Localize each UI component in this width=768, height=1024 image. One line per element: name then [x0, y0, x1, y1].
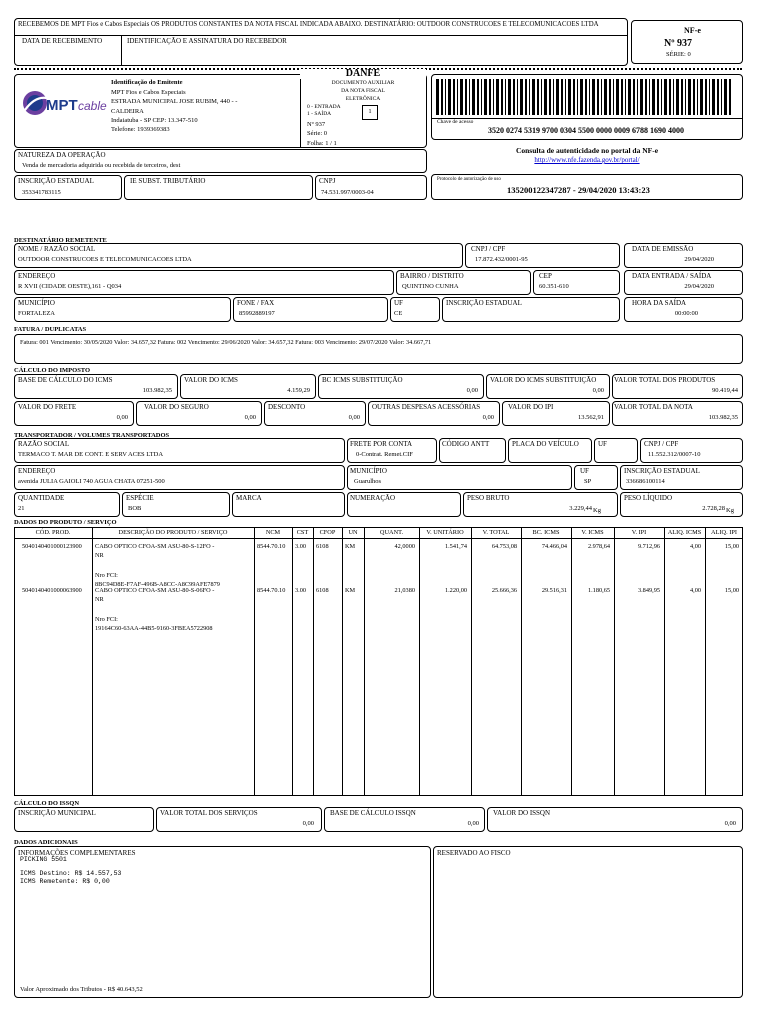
time-label: HORA DA SAÍDA	[632, 299, 687, 307]
issqn-value-label: VALOR DO ISSQN	[493, 809, 551, 817]
emission-value: 29/04/2020	[684, 256, 714, 263]
carrier-name: TERMACO T. MAR DE CONT. E SERV ACES LTDA	[18, 451, 164, 458]
additional-line3: ICMS Remetente: R$ 0,00	[20, 878, 110, 885]
access-key-label: Chave de acesso	[437, 119, 474, 125]
reserved-box	[433, 846, 743, 998]
brand-label: MARCA	[236, 494, 262, 502]
product-description: Nro FCI:	[95, 572, 118, 579]
product-cell-ncm: 8544.70.10	[257, 587, 286, 594]
tax-products-value: 90.419,44	[712, 387, 738, 394]
product-header-ncm: NCM	[265, 529, 281, 536]
carrier-ie: 336686100114	[626, 478, 665, 485]
product-description: 8BC94D8E-F7AF-496B-A8CC-A8C99AFE7879	[95, 581, 220, 588]
product-header-aliq_icms: ALIQ. ICMS	[667, 529, 702, 536]
tax-discount-label: DESCONTO	[268, 403, 306, 411]
emitter-cnpj-value: 74.531.997/0003-04	[321, 189, 374, 196]
danfe-series: Série: 0	[307, 130, 328, 137]
barcode	[436, 79, 736, 115]
gross-weight-unit: Kg	[593, 507, 601, 514]
tax-total-value: 103.982,35	[708, 414, 738, 421]
issqn-base-value: 0,00	[467, 820, 479, 827]
recipient-cnpj-label: CNPJ / CPF	[471, 245, 506, 253]
transport-section: TRANSPORTADOR / VOLUMES TRANSPORTADOS	[14, 432, 170, 439]
product-cell-icms: 1.180,65	[587, 587, 610, 594]
carrier-cnpj: 11.552.312/0007-10	[648, 451, 701, 458]
cep-label: CEP	[539, 272, 552, 280]
carrier-cnpj-label: CNPJ / CPF	[644, 440, 679, 448]
issqn-im-label: INSCRIÇÃO MUNICIPAL	[18, 809, 96, 817]
carrier-address: avenida JULIA GAIOLI 740 AGUA CHATA 07251-500	[18, 478, 165, 485]
tax-discount-value: 0,00	[348, 414, 360, 421]
nature-value: Venda de mercadoria adquirida ou recebida de terceiros, dest	[22, 162, 181, 169]
net-weight-unit: Kg	[726, 507, 734, 514]
net-weight-value: 2.728,28	[702, 505, 725, 512]
tax-section: CÁLCULO DO IMPOSTO	[14, 367, 91, 374]
tax-other-value: 0,00	[482, 414, 494, 421]
emitter-ie-value: 353341783115	[22, 189, 61, 196]
danfe-sub3: ELETRÔNICA	[345, 96, 381, 102]
product-description: NR	[95, 552, 104, 559]
product-cell-aliq_icms: 4,00	[689, 543, 701, 550]
additional-line1: PICKING 5501	[20, 856, 67, 863]
product-cell-unit: 1.541,74	[444, 543, 467, 550]
carrier-uf2-label: UF	[580, 467, 589, 475]
plate-label: PLACA DO VEÍCULO	[512, 440, 579, 448]
receipt-sign-label: IDENTIFICAÇÃO E ASSINATURA DO RECEBEDOR	[127, 37, 287, 45]
carrier-address-label: ENDEREÇO	[18, 467, 56, 475]
emitter-ie-label: INSCRIÇÃO ESTADUAL	[18, 177, 94, 185]
entry-label: DATA ENTRADA / SAÍDA	[632, 272, 712, 280]
product-description: NR	[95, 596, 104, 603]
time-value: 00:00:00	[674, 310, 698, 317]
tax-ipi-value: 13.562,91	[578, 414, 604, 421]
carrier-city: Guarulhos	[354, 478, 382, 485]
product-header-code: CÓD. PROD.	[35, 529, 71, 536]
tax-bc-st-value: 0,00	[466, 387, 478, 394]
issqn-services-value: 0,00	[302, 820, 314, 827]
product-description: Nro FCI:	[95, 616, 118, 623]
emission-label: DATA DE EMISSÃO	[632, 245, 694, 253]
product-cell-cfop: 6108	[316, 543, 329, 550]
issqn-base-label: BASE DE CÁLCULO ISSQN	[330, 809, 416, 817]
consult-link[interactable]: http://www.nfe.fazenda.gov.br/portal/	[534, 156, 640, 164]
species-label: ESPÉCIE	[126, 494, 154, 502]
company-logo	[22, 88, 108, 118]
product-cell-un: KM	[345, 587, 356, 594]
carrier-name-label: RAZÃO SOCIAL	[18, 440, 70, 448]
product-cell-aliq_icms: 4,00	[689, 587, 701, 594]
tax-insurance-label: VALOR DO SEGURO	[144, 403, 209, 411]
product-header-desc: DESCRIÇÃO DO PRODUTO / SERVIÇO	[118, 529, 228, 536]
product-description: CABO OPTICO CFOA-SM ASU-80-S-12FO -	[95, 543, 215, 550]
carrier-uf-label: UF	[598, 440, 607, 448]
recipient-address-label: ENDEREÇO	[18, 272, 56, 280]
product-cell-qty: 42,0000	[394, 543, 415, 550]
additional-info-label: INFORMAÇÕES COMPLEMENTARES	[18, 849, 136, 857]
product-header-bc: BC. ICMS	[532, 529, 560, 536]
product-header-cfop: CFOP	[319, 529, 336, 536]
city-value: FORTALEZA	[18, 310, 56, 317]
district-label: BAIRRO / DISTRITO	[400, 272, 464, 280]
issqn-value-value: 0,00	[724, 820, 736, 827]
species-value: BOB	[128, 505, 142, 512]
product-header-cst: CST	[296, 529, 309, 536]
additional-info-box	[14, 846, 431, 998]
tax-products-label: VALOR TOTAL DOS PRODUTOS	[614, 376, 716, 384]
qty-label: QUANTIDADE	[18, 494, 65, 502]
danfe-number: Nº 937	[307, 121, 326, 128]
freight-label: FRETE POR CONTA	[350, 440, 413, 448]
product-cell-cst: 3.00	[295, 543, 307, 550]
tax-icms-st-value: 0,00	[592, 387, 604, 394]
tax-freight-label: VALOR DO FRETE	[18, 403, 77, 411]
additional-line2: ICMS Destino: R$ 14.557,53	[20, 870, 122, 877]
qty-value: 21	[18, 505, 25, 512]
gross-weight-label: PESO BRUTO	[467, 494, 510, 502]
product-header-total: V. TOTAL	[482, 529, 510, 536]
nfe-label: NF-e	[684, 26, 701, 35]
product-cell-total: 25.666,36	[491, 587, 517, 594]
invoice-section: FATURA / DUPLICATAS	[14, 326, 87, 333]
net-weight-label: PESO LÍQUIDO	[624, 494, 673, 502]
danfe-out-label: 1 - SAÍDA	[307, 111, 332, 117]
issqn-services-label: VALOR TOTAL DOS SERVIÇOS	[160, 809, 258, 817]
emitter-city: Indaiatuba - SP CEP: 13.347-510	[111, 117, 198, 124]
issqn-section: CÁLCULO DO ISSQN	[14, 800, 80, 807]
carrier-ie-label: INSCRIÇÃO ESTADUAL	[624, 467, 700, 475]
product-cell-bc: 29.516,31	[541, 587, 567, 594]
product-cell-code: 5040140401000123900	[22, 543, 82, 550]
products-table	[14, 527, 743, 796]
phone-value: 85992889197	[239, 310, 275, 317]
recipient-cnpj: 17.872.432/0001-95	[475, 256, 528, 263]
emitter-address2: CALDEIRA	[111, 108, 144, 115]
emitter-cnpj-label: CNPJ	[319, 177, 336, 185]
invoice-text: Fatura: 001 Vencimento: 30/05/2020 Valor: 34.657,32 Fatura: 002 Vencimento: 29/06/2020 Valor: 34.657,32 Fatura: 003 Vencimento: 29/07/2020 Valor: 34.667,71	[20, 339, 432, 346]
nature-label: NATUREZA DA OPERAÇÃO	[18, 151, 106, 159]
svg-text:MPT: MPT	[46, 97, 78, 114]
product-description: CABO OPTICO CFOA-SM ASU-80-S-06FO -	[95, 587, 215, 594]
freight-value: 0-Contrat. Remet.CIF	[356, 451, 413, 458]
nfe-series: SÉRIE: 0	[666, 51, 691, 58]
danfe-sub2: DA NOTA FISCAL	[341, 88, 385, 94]
emitter-address1: ESTRADA MUNICIPAL JOSE RUBIM, 440 - -	[111, 98, 238, 105]
tax-icms-value: 4.159,29	[287, 387, 310, 394]
protocol-value: 135200122347287 - 29/04/2020 13:43:23	[507, 185, 650, 195]
access-key-value: 3520 0274 5319 9700 0304 5500 0000 0009 6788 1690 4000	[488, 126, 684, 135]
district-value: QUINTINO CUNHA	[402, 283, 459, 290]
product-header-ipi: V. IPI	[631, 529, 647, 536]
product-header-qty: QUANT.	[379, 529, 404, 536]
tax-freight-value: 0,00	[116, 414, 128, 421]
city-label: MUNICÍPIO	[18, 299, 55, 307]
carrier-uf2: SP	[584, 478, 592, 485]
consult-text: Consulta de autenticidade no portal da NF-e	[515, 146, 659, 155]
tax-other-label: OUTRAS DESPESAS ACESSÓRIAS	[372, 403, 481, 411]
tax-total-label: VALOR TOTAL DA NOTA	[614, 403, 693, 411]
tax-insurance-value: 0,00	[244, 414, 256, 421]
emitter-heading: Identificação do Emitente	[111, 79, 183, 86]
antt-label: CÓDIGO ANTT	[442, 440, 490, 448]
product-cell-aliq_ipi: 15,00	[724, 543, 739, 550]
tax-bc-icms-value: 103.982,35	[142, 387, 172, 394]
protocol-label: Protocolo de autorização de uso	[437, 177, 501, 182]
emitter-phone: Telefone: 1939369383	[111, 126, 170, 133]
tax-bc-icms-label: BASE DE CÁLCULO DO ICMS	[18, 376, 113, 384]
danfe-title: DANFE	[300, 69, 426, 79]
product-description: 19164C60-63AA-44B5-9160-3FBEA5722908	[95, 625, 213, 632]
product-cell-code: 5040140401000063900	[22, 587, 82, 594]
emitter-name: MPT Fios e Cabos Especiais	[111, 89, 186, 96]
recipient-section: DESTINATÁRIO REMETENTE	[14, 237, 107, 244]
tax-ipi-label: VALOR DO IPI	[508, 403, 554, 411]
product-cell-cfop: 6108	[316, 587, 329, 594]
recipient-name-label: NOME / RAZÃO SOCIAL	[18, 245, 96, 253]
uf-value: CE	[394, 310, 403, 317]
product-cell-un: KM	[345, 543, 356, 550]
product-cell-icms: 2.978,64	[587, 543, 610, 550]
product-header-icms: V. ICMS	[581, 529, 604, 536]
tax-icms-label: VALOR DO ICMS	[184, 376, 238, 384]
numbering-label: NUMERAÇÃO	[350, 494, 396, 502]
nfe-number: Nº 937	[664, 38, 693, 49]
product-cell-unit: 1.220,00	[444, 587, 467, 594]
svg-text:cable: cable	[78, 99, 107, 113]
danfe-in-label: 0 - ENTRADA	[307, 104, 341, 110]
emitter-iest-label: IE SUBST. TRIBUTÁRIO	[130, 177, 206, 185]
recipient-name: OUTDOOR CONSTRUCOES E TELECOMUNICACOES LTDA	[18, 256, 192, 263]
product-cell-aliq_ipi: 15,00	[724, 587, 739, 594]
recipient-address: R XVII (CIDADE OESTE),161 - Q034	[18, 283, 122, 290]
cep-value: 60.351-610	[539, 283, 569, 290]
product-cell-cst: 3.00	[295, 587, 307, 594]
carrier-city-label: MUNICÍPIO	[350, 467, 387, 475]
product-header-aliq_ipi: ALIQ. IPI	[711, 529, 737, 536]
product-cell-bc: 74.466,04	[541, 543, 567, 550]
receipt-text: RECEBEMOS DE MPT Fios e Cabos Especiais OS PRODUTOS CONSTANTES DA NOTA FISCAL INDICADA ABAIXO. DESTINATÁRIO: OUTDOOR CONSTRUCOES E TELECOMUNICACOES LTDA	[18, 21, 599, 28]
recipient-ie-label: INSCRIÇÃO ESTADUAL	[446, 299, 522, 307]
product-cell-total: 64.753,08	[491, 543, 517, 550]
phone-label: FONE / FAX	[237, 299, 275, 307]
products-section: DADOS DO PRODUTO / SERVIÇO	[14, 519, 117, 526]
product-cell-ipi: 3.849,95	[637, 587, 660, 594]
product-header-unit: V. UNITÁRIO	[426, 529, 464, 536]
gross-weight-value: 3.229,44	[569, 505, 592, 512]
product-cell-ipi: 9.712,96	[637, 543, 660, 550]
danfe-sub1: DOCUMENTO AUXILIAR	[331, 80, 395, 86]
danfe-type-value: 1	[368, 108, 372, 115]
tax-bc-st-label: BC ICMS SUBSTITUIÇÃO	[322, 376, 403, 384]
reserved-label: RESERVADO AO FISCO	[437, 849, 511, 857]
receipt-date-label: DATA DE RECEBIMENTO	[22, 37, 103, 45]
product-header-un: UN	[348, 529, 358, 536]
additional-section: DADOS ADICIONAIS	[14, 839, 78, 846]
uf-label: UF	[394, 299, 403, 307]
tax-icms-st-label: VALOR DO ICMS SUBSTITUIÇÃO	[490, 376, 597, 384]
product-cell-qty: 21,0380	[394, 587, 415, 594]
entry-value: 29/04/2020	[684, 283, 714, 290]
product-cell-ncm: 8544.70.10	[257, 543, 286, 550]
additional-approx: Valor Aproximado dos Tributos - R$ 40.643,52	[20, 986, 143, 993]
danfe-sheet: Folha: 1 / 1	[307, 140, 337, 147]
